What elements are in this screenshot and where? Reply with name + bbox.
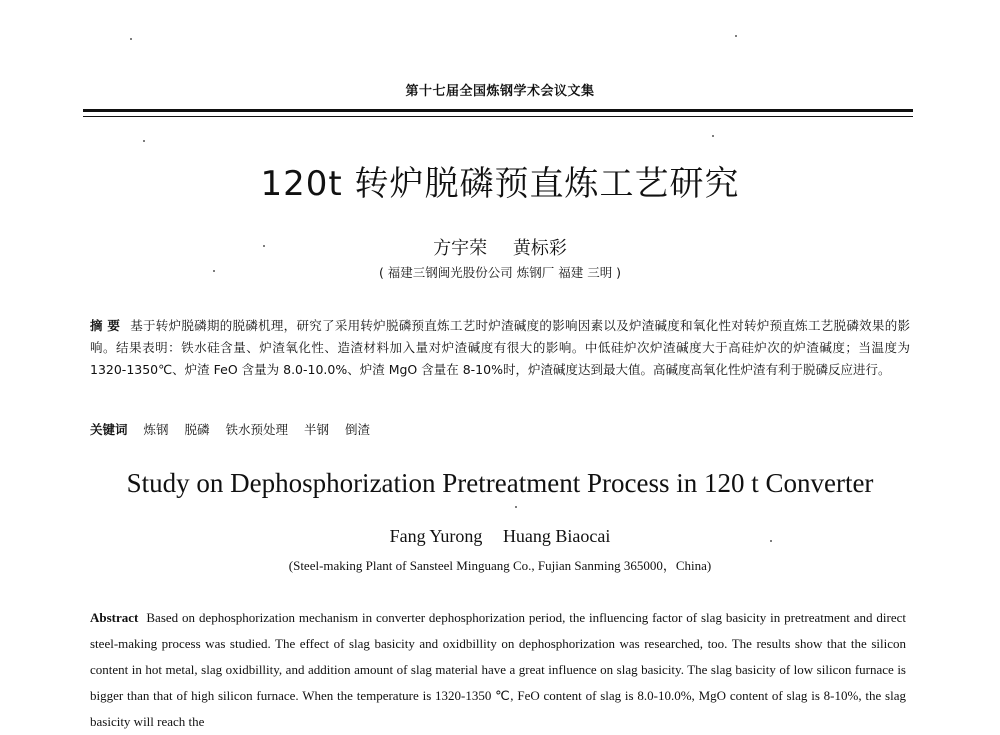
header-rule-thin (83, 116, 913, 117)
abstract-en-text: Based on dephosphorization mechanism in converter dephosphorization period, the influencing factor of slag basicity in pretreatment and direct steel-making process was studied. The effect of slag basicity and oxidbillity on dephosphorization was researched, too. The results show that the silicon content in hot metal, slag oxidbillity, and addition amount of slag material have a great influence on slag basicity. The slag basicity of low silicon furnace is bigger than that of high silicon furnace. When the temperature is 1320-1350 ℃, FeO content of slag is 8.0-10.0%, MgO content of slag is 8-10%, the slag basicity will reach the (90, 610, 906, 729)
abstract-cn-text: 基于转炉脱磷期的脱磷机理，研究了采用转炉脱磷预直炼工艺时炉渣碱度的影响因素以及炉渣碱度和氧化性对转炉预直炼工艺脱磷效果的影响。结果表明：铁水硅含量、炉渣氧化性、造渣材料加入量对炉渣碱度有很大的影响。中低硅炉次炉渣碱度大于高硅炉次的炉渣碱度；当温度为 1320-1350℃、炉渣 FeO 含量为 8.0-10.0%、炉渣 MgO 含量在 8-10%时，炉渣碱度达到最大值。高碱度高氧化性炉渣有利于脱磷反应进行。 (90, 318, 910, 377)
keyword-cn-5: 倒渣 (345, 422, 371, 437)
keywords-cn-label: 关键词 (90, 422, 128, 437)
scan-speck (130, 38, 132, 40)
abstract-chinese (90, 315, 910, 381)
affiliation-english: (Steel-making Plant of Sansteel Minguang Co., Fujian Sanming 365000，China) (288, 558, 712, 573)
title-english: Study on Dephosphorization Pretreatment Process in 120 t Converter (126, 468, 874, 498)
affiliation-chinese: ( 福建三钢闽光股份公司 炼钢厂 福建 三明 ) (378, 265, 622, 280)
running-head: 第十七届全国炼钢学术会议文集 (405, 84, 595, 99)
author-en-1: Fang Yurong (389, 526, 483, 546)
scan-speck (735, 35, 737, 37)
authors-english (0, 526, 1000, 547)
authors-chinese (0, 234, 1000, 260)
abstract-cn-label: 摘 要 (90, 318, 121, 333)
scan-speck (143, 140, 145, 142)
scan-speck (770, 540, 772, 542)
keywords-chinese (90, 420, 910, 438)
keyword-cn-3: 铁水预处理 (225, 422, 289, 437)
scan-speck (515, 506, 517, 508)
author-en-2: Huang Biaocai (502, 526, 611, 546)
abstract-english (90, 605, 906, 735)
header-rule-thick (83, 109, 913, 112)
abstract-en-label: Abstract (90, 610, 139, 625)
author-cn-1: 方宇荣 (433, 238, 488, 259)
scan-speck (213, 270, 215, 272)
keyword-cn-2: 脱磷 (184, 422, 210, 437)
keyword-cn-4: 半钢 (304, 422, 330, 437)
keyword-cn-1: 炼钢 (143, 422, 169, 437)
scan-speck (712, 135, 714, 137)
author-cn-2: 黄标彩 (512, 238, 567, 259)
title-chinese: 120t 转炉脱磷预直炼工艺研究 (260, 164, 740, 204)
scan-speck (263, 245, 265, 247)
